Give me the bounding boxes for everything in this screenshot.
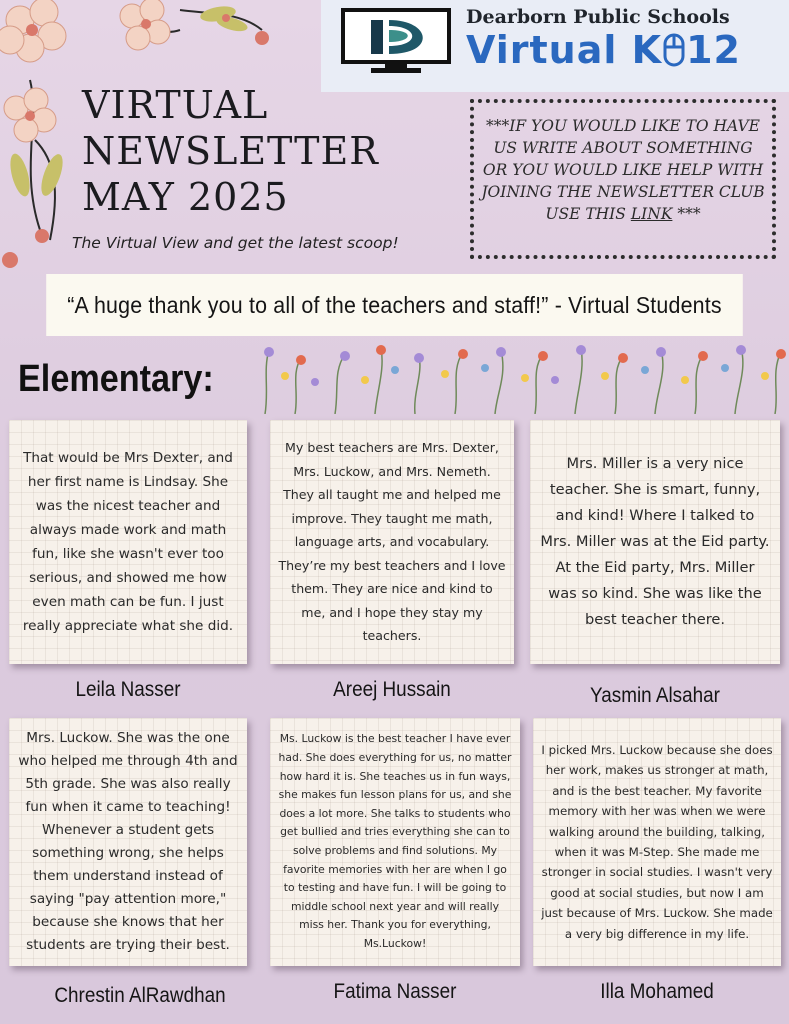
letter-text: Mrs. Miller is a very nice teacher. She is smart, funny, and kind! Where I talked to Mrs. Miller was at the Eid party. At the Eid party, Mrs. Miller was so kind. She was like the best teacher there. [540, 455, 770, 628]
request-text-end: *** [672, 205, 701, 223]
letter-text: Mrs. Luckow. She was the one who helped me through 4th and 5th grade. She was also really fun when it came to teaching! Whenever a student gets something wrong, she helps them understand instead of saying "pay attention more," because she knows that her students are trying their best. [18, 730, 238, 953]
title-line: NEWSLETTER [82, 129, 379, 173]
request-text: ***IF YOU WOULD LIKE TO HAVE US WRITE ABOUT SOMETHING OR YOU WOULD LIKE HELP WITH JOINING THE NEWSLETTER CLUB USE THIS [481, 117, 765, 223]
org-name: Dearborn Public Schools [466, 6, 730, 28]
letter-author: Illa Mohamed [600, 980, 714, 1003]
letter-text: I picked Mrs. Luckow because she does her work, makes us stronger at math, and is the best teacher. My favorite memory with her was when we were walking around the building, talking, when it was M-Step. She made me stronger in social studies. I wasn't very good at social studies, but now I am just because of Mrs. Luckow. She made a very big difference in my life. [541, 742, 773, 941]
brand-text-right: 12 [686, 28, 741, 72]
newsletter-title [82, 82, 442, 220]
wildflower-border-icon [255, 340, 789, 414]
letter-text: My best teachers are Mrs. Dexter, Mrs. Luckow, and Mrs. Nemeth. They all taught me and helped me improve. They taught me math, language arts, and vocabulary. They’re my best teachers and I love them. They are nice and kind to me, and I hope they stay my teachers. [278, 440, 506, 644]
letter-card [270, 420, 514, 664]
mouse-icon [663, 33, 685, 67]
letter-author: Areej Hussain [333, 678, 451, 701]
letter-author: Leila Nasser [75, 678, 181, 701]
title-line: VIRTUAL [82, 83, 269, 127]
letter-card [9, 718, 247, 966]
newsletter-club-request [470, 99, 776, 259]
letter-text: That would be Mrs Dexter, and her first name is Lindsay. She was the nicest teacher and always made work and math fun, like she wasn't ever too serious, and showed me how even math can be fun. I just really appreciate what she did. [22, 450, 234, 634]
letter-author: Fatima Nasser [333, 980, 457, 1003]
tagline: The Virtual View and get the latest scoop! [72, 234, 399, 252]
letter-author: Chrestin AlRawdhan [54, 984, 226, 1007]
letter-text: Ms. Luckow is the best teacher I have ever had. She does everything for us, no matter how hard it is. She teaches us in fun ways, she makes fun lesson plans for us, and she does a lot more. She talks to students who get bullied and tries everything she can to solve problems and find solutions. My favorite memories with her are when I go to testing and have fun. I will be going to middle school next year and will really miss her. Thank you for everything, Ms.Luckow! [278, 732, 512, 950]
letter-card [530, 420, 780, 664]
letter-card [270, 718, 520, 966]
brand-title [466, 28, 776, 72]
thank-you-quote-banner: “A huge thank you to all of the teachers and staff!” - Virtual Students [46, 274, 743, 336]
section-heading: Elementary: [18, 358, 214, 400]
letter-author: Yasmin Alsahar [590, 684, 720, 707]
letter-card [9, 420, 247, 664]
brand-text-left: Virtual K [466, 28, 663, 72]
letter-card [533, 718, 781, 966]
monitor-logo-icon [341, 8, 451, 74]
newsletter-club-link[interactable]: LINK [630, 205, 673, 223]
title-line: MAY 2025 [82, 175, 289, 219]
